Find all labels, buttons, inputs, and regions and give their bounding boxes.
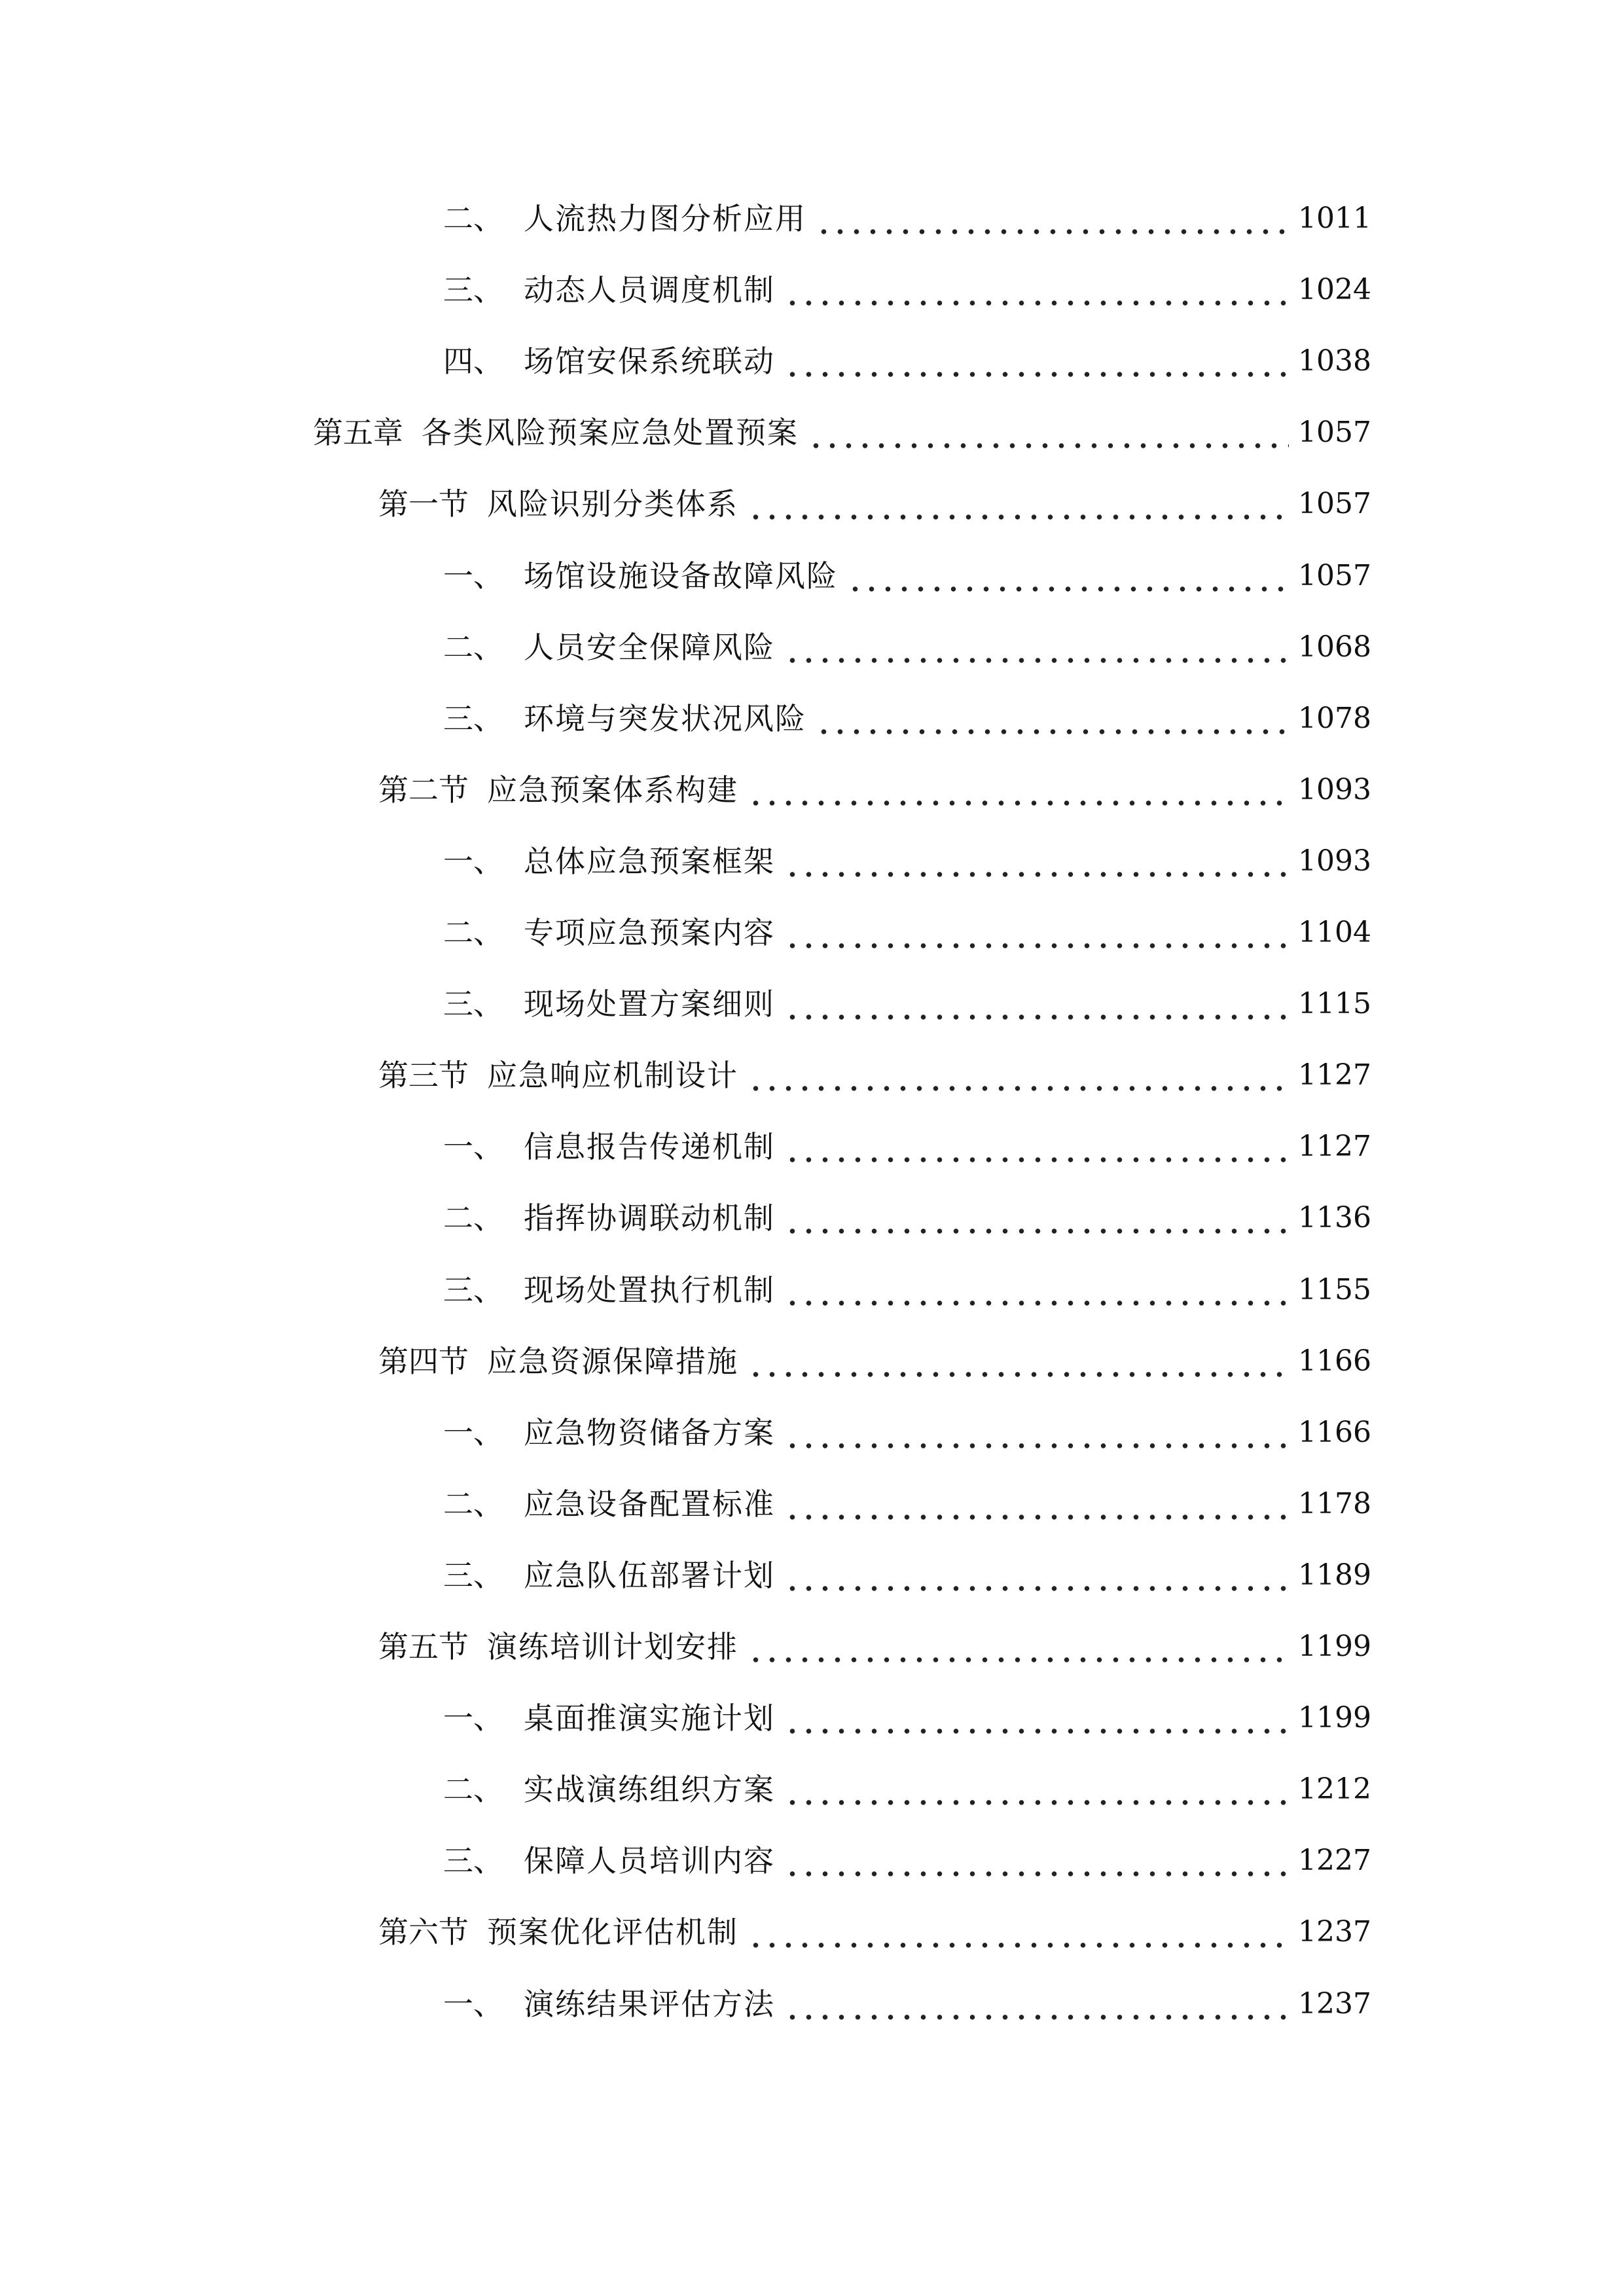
dot-leader — [816, 192, 1289, 245]
toc-entry-title: 预案优化评估机制 — [487, 1914, 738, 1950]
dot-leader — [784, 264, 1289, 316]
dot-leader — [784, 1478, 1289, 1530]
toc-entry-page-number: 1078 — [1298, 702, 1371, 735]
dot-leader — [784, 1835, 1289, 1887]
toc-entry-page-number: 1136 — [1298, 1201, 1371, 1234]
dot-leader — [784, 1264, 1289, 1316]
dot-leader — [816, 692, 1289, 745]
toc-entry-title: 人员安全保障风险 — [524, 630, 775, 665]
toc-entry-title: 应急队伍部署计划 — [524, 1558, 775, 1593]
toc-entry-number: 三、 — [443, 1843, 503, 1878]
toc-entry-page-number: 1155 — [1298, 1273, 1371, 1306]
toc-entry-title: 演练结果评估方法 — [524, 1986, 775, 2022]
toc-entry[interactable] — [443, 1121, 1371, 1173]
toc-entry-page-number: 1115 — [1298, 987, 1371, 1020]
toc-entry[interactable] — [378, 1621, 1371, 1673]
dot-leader — [808, 406, 1289, 459]
toc-entry-number: 一、 — [443, 844, 503, 879]
toc-entry-number: 第四节 — [378, 1344, 469, 1379]
toc-entry-number: 二、 — [443, 1486, 503, 1522]
toc-entry-number: 三、 — [443, 701, 503, 736]
toc-entry-page-number: 1166 — [1298, 1344, 1371, 1378]
toc-entry[interactable] — [378, 1049, 1371, 1102]
toc-entry-number: 二、 — [443, 1772, 503, 1807]
toc-entry[interactable] — [443, 1407, 1371, 1459]
toc-entry[interactable] — [443, 1763, 1371, 1816]
toc-entry[interactable] — [313, 406, 1371, 459]
dot-leader — [748, 1621, 1289, 1673]
toc-entry-number: 第三节 — [378, 1058, 469, 1093]
toc-entry[interactable] — [443, 692, 1371, 745]
toc-entry-title: 现场处置方案细则 — [524, 986, 775, 1022]
dot-leader — [784, 1121, 1289, 1173]
toc-entry-page-number: 1199 — [1298, 1701, 1371, 1734]
toc-entry-number: 二、 — [443, 1200, 503, 1236]
dot-leader — [784, 621, 1289, 673]
toc-entry[interactable] — [443, 621, 1371, 673]
dot-leader — [784, 335, 1289, 387]
toc-entry[interactable] — [443, 906, 1371, 959]
dot-leader — [784, 906, 1289, 959]
toc-entry-title: 动态人员调度机制 — [524, 272, 775, 308]
toc-entry[interactable] — [443, 192, 1371, 245]
toc-entry-title: 总体应急预案框架 — [524, 844, 775, 879]
toc-entry-title: 应急设备配置标准 — [524, 1486, 775, 1522]
toc-entry[interactable] — [443, 978, 1371, 1030]
toc-entry-page-number: 1227 — [1298, 1844, 1371, 1877]
toc-entry[interactable] — [378, 1906, 1371, 1958]
toc-entry[interactable] — [443, 835, 1371, 888]
dot-leader — [784, 978, 1289, 1030]
toc-entry-number: 三、 — [443, 272, 503, 308]
toc-entry[interactable] — [378, 1335, 1371, 1388]
toc-entry-page-number: 1068 — [1298, 630, 1371, 664]
toc-entry-title: 现场处置执行机制 — [524, 1272, 775, 1308]
toc-entry-title: 实战演练组织方案 — [524, 1772, 775, 1807]
toc-entry-page-number: 1057 — [1298, 559, 1371, 592]
toc-entry-page-number: 1011 — [1298, 202, 1371, 235]
toc-entry-number: 一、 — [443, 1129, 503, 1164]
toc-entry-title: 信息报告传递机制 — [524, 1129, 775, 1164]
toc-entry-page-number: 1212 — [1298, 1772, 1371, 1806]
toc-entry-number: 二、 — [443, 630, 503, 665]
toc-entry-title: 场馆安保系统联动 — [524, 344, 775, 379]
toc-entry-page-number: 1093 — [1298, 844, 1371, 878]
dot-leader — [784, 1549, 1289, 1602]
toc-entry-number: 一、 — [443, 558, 503, 594]
toc-entry[interactable] — [443, 1549, 1371, 1602]
toc-entry-page-number: 1057 — [1298, 487, 1371, 520]
dot-leader — [748, 1049, 1289, 1102]
dot-leader — [748, 764, 1289, 816]
dot-leader — [748, 1335, 1289, 1388]
toc-entry-title: 各类风险预案应急处置预案 — [422, 415, 799, 450]
toc-entry[interactable] — [378, 478, 1371, 530]
dot-leader — [784, 1407, 1289, 1459]
toc-entry-page-number: 1178 — [1298, 1487, 1371, 1520]
toc-entry-title: 应急物资储备方案 — [524, 1415, 775, 1450]
toc-entry-title: 演练培训计划安排 — [487, 1629, 738, 1664]
dot-leader — [784, 1192, 1289, 1244]
toc-entry-number: 第二节 — [378, 772, 469, 808]
toc-entry-page-number: 1127 — [1298, 1130, 1371, 1163]
toc-entry[interactable] — [378, 764, 1371, 816]
dot-leader — [784, 1763, 1289, 1816]
toc-entry-page-number: 1199 — [1298, 1630, 1371, 1663]
toc-entry[interactable] — [443, 1264, 1371, 1316]
toc-entry[interactable] — [443, 1192, 1371, 1244]
toc-entry[interactable] — [443, 1478, 1371, 1530]
dot-leader — [784, 1692, 1289, 1744]
toc-entry-page-number: 1237 — [1298, 1915, 1371, 1948]
toc-entry-title: 应急响应机制设计 — [487, 1058, 738, 1093]
toc-entry-title: 应急预案体系构建 — [487, 772, 738, 808]
toc-entry-page-number: 1038 — [1298, 344, 1371, 378]
dot-leader — [784, 1978, 1289, 2030]
toc-entry-page-number: 1127 — [1298, 1058, 1371, 1092]
toc-entry-number: 一、 — [443, 1700, 503, 1736]
toc-entry-page-number: 1024 — [1298, 273, 1371, 306]
toc-entry-page-number: 1237 — [1298, 1987, 1371, 2020]
toc-entry-title: 场馆设施设备故障风险 — [524, 558, 838, 594]
toc-entry-number: 二、 — [443, 201, 503, 236]
toc-entry-number: 三、 — [443, 1272, 503, 1308]
toc-entry[interactable] — [443, 264, 1371, 316]
toc-entry-title: 环境与突发状况风险 — [524, 701, 806, 736]
toc-entry-page-number: 1093 — [1298, 773, 1371, 806]
toc-entry-number: 四、 — [443, 344, 503, 379]
toc-entry-title: 保障人员培训内容 — [524, 1843, 775, 1878]
toc-entry-number: 第五章 — [313, 415, 403, 450]
toc-entry[interactable] — [443, 1978, 1371, 2030]
dot-leader — [784, 835, 1289, 888]
toc-entry[interactable] — [443, 335, 1371, 387]
dot-leader — [847, 550, 1289, 602]
toc-entry-title: 应急资源保障措施 — [487, 1344, 738, 1379]
toc-entry-number: 第五节 — [378, 1629, 469, 1664]
toc-entry-page-number: 1104 — [1298, 916, 1371, 949]
toc-entry-page-number: 1057 — [1298, 416, 1371, 449]
toc-entry-number: 二、 — [443, 915, 503, 950]
toc-entry[interactable] — [443, 550, 1371, 602]
dot-leader — [748, 478, 1289, 530]
toc-entry-number: 三、 — [443, 986, 503, 1022]
toc-entry-number: 三、 — [443, 1558, 503, 1593]
toc-entry[interactable] — [443, 1835, 1371, 1887]
toc-entry-title: 风险识别分类体系 — [487, 486, 738, 522]
toc-entry-number: 第六节 — [378, 1914, 469, 1950]
dot-leader — [748, 1906, 1289, 1958]
toc-entry-page-number: 1166 — [1298, 1416, 1371, 1449]
toc-entry[interactable] — [443, 1692, 1371, 1744]
toc-entry-title: 专项应急预案内容 — [524, 915, 775, 950]
toc-entry-number: 第一节 — [378, 486, 469, 522]
toc-entry-title: 桌面推演实施计划 — [524, 1700, 775, 1736]
toc-entry-number: 一、 — [443, 1415, 503, 1450]
toc-entry-title: 指挥协调联动机制 — [524, 1200, 775, 1236]
toc-entry-title: 人流热力图分析应用 — [524, 201, 806, 236]
toc-entry-page-number: 1189 — [1298, 1558, 1371, 1592]
toc-entry-number: 一、 — [443, 1986, 503, 2022]
